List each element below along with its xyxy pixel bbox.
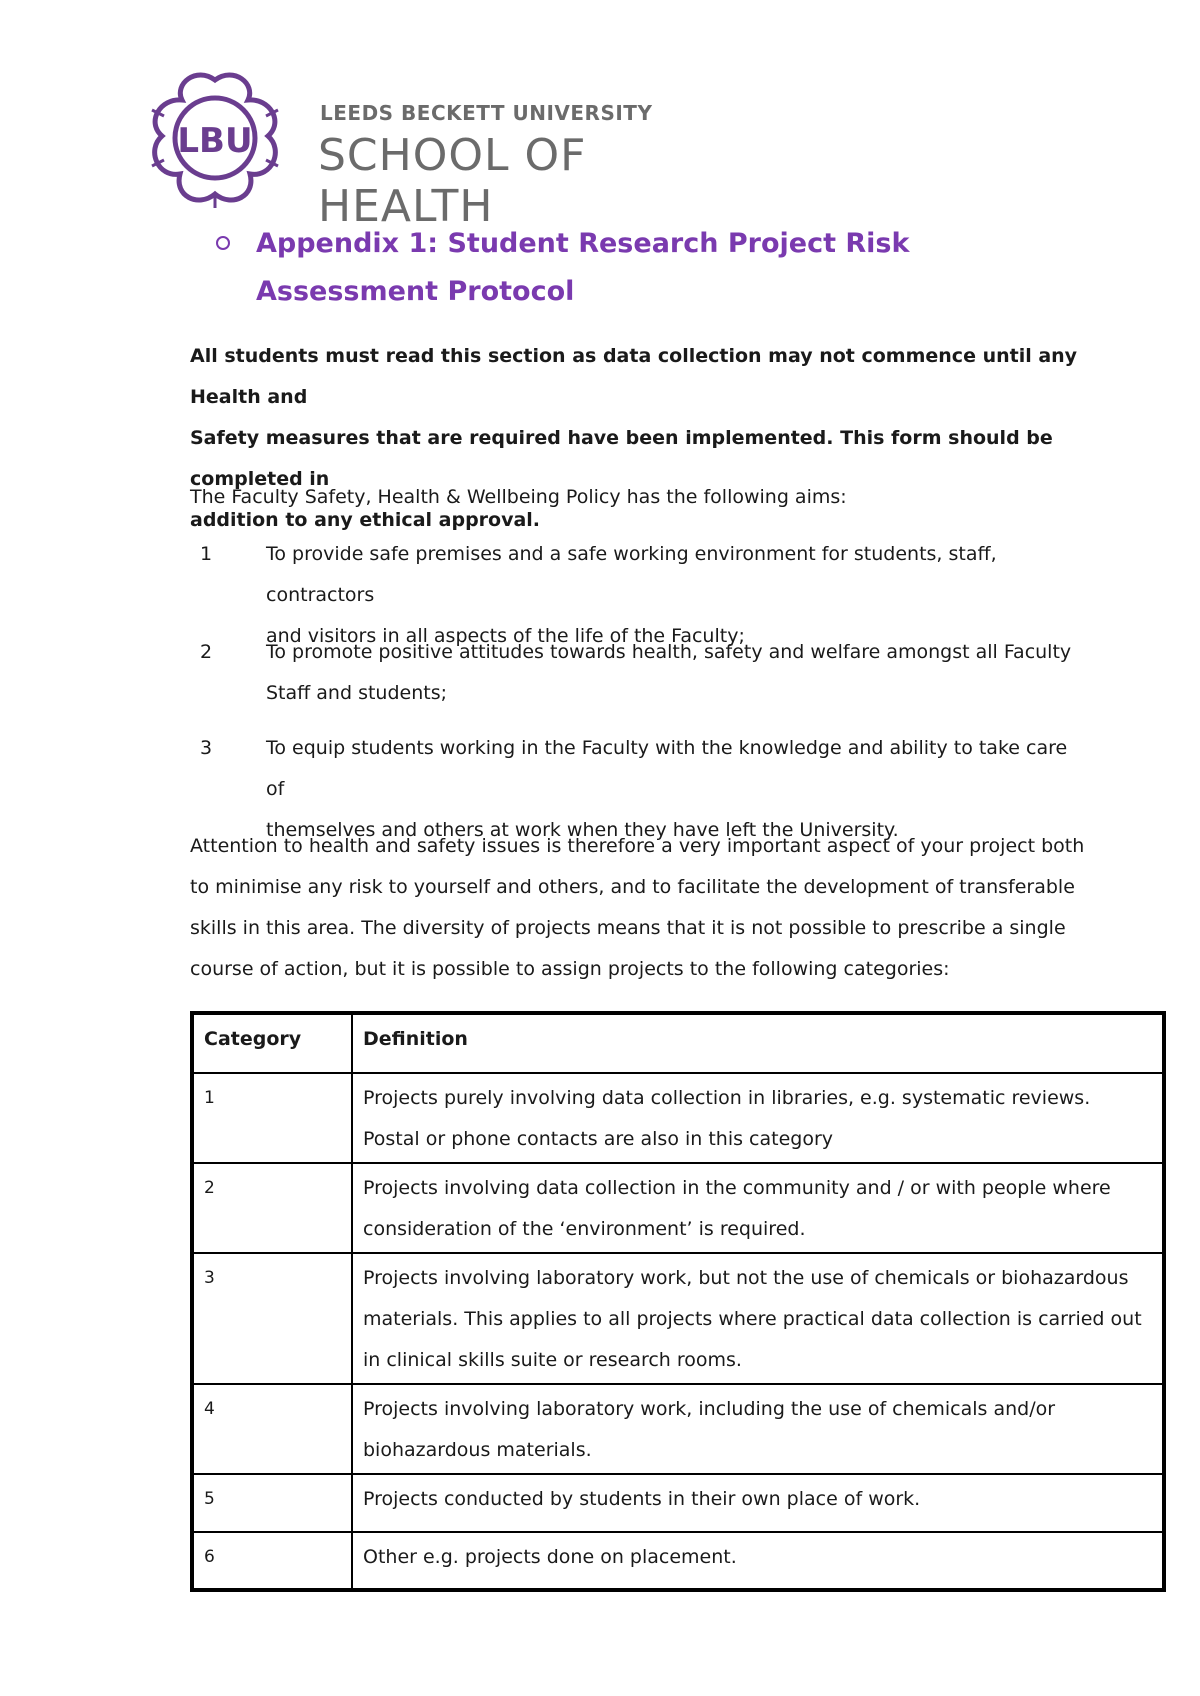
intro-line: All students must read this section as data collection may not commence until any Health and [190,345,1078,408]
page-title [218,220,1018,316]
attention-line: course of action, but it is possible to assign projects to the following categories: [190,958,950,980]
aim-number: 3 [200,737,213,759]
definition-cell: Other e.g. projects done on placement. [352,1532,1164,1590]
category-cell: 1 [192,1073,352,1163]
category-cell: 2 [192,1163,352,1253]
table-row [192,1163,1164,1253]
intro-line: addition to any ethical approval. [190,509,541,531]
category-cell: 6 [192,1532,352,1590]
intro-line: Safety measures that are required have been implemented. This form should be completed in [190,427,1053,490]
aim-text: Staff and students; [266,682,448,704]
university-logo [144,70,744,232]
table-header-row [192,1013,1164,1073]
aim-item-2 [190,632,1090,714]
category-cell: 4 [192,1384,352,1474]
title-line-1: Appendix 1: Student Research Project Risk [256,228,910,259]
logo-monogram: LBU [177,121,253,161]
attention-line: to minimise any risk to yourself and others, and to facilitate the development of transferable [190,876,1075,898]
aim-number: 2 [200,641,213,663]
table-row [192,1253,1164,1384]
definition-cell: Projects involving data collection in the community and / or with people where consideration of the ‘environment’ is required. [352,1163,1164,1253]
definition-cell: Projects involving laboratory work, including the use of chemicals and/or biohazardous materials. [352,1384,1164,1474]
aim-text: To provide safe premises and a safe working environment for students, staff, contractors [266,543,997,606]
table-row [192,1474,1164,1532]
column-header-category: Category [192,1013,352,1073]
policy-intro: The Faculty Safety, Health & Wellbeing Policy has the following aims: [190,486,847,508]
aim-text: and visitors in all aspects of the life of the Faculty; [266,625,745,647]
category-cell: 3 [192,1253,352,1384]
category-cell: 5 [192,1474,352,1532]
aim-text: themselves and others at work when they have left the University. [266,819,899,841]
tudor-rose-emblem [144,70,286,210]
category-table [190,1011,1166,1592]
title-line-2: Assessment Protocol [256,276,575,307]
attention-line: skills in this area. The diversity of projects means that it is not possible to prescribe a single [190,917,1066,939]
hollow-bullet-icon [216,236,230,250]
table-row [192,1532,1164,1590]
school-name: SCHOOL OF HEALTH [318,130,587,232]
attention-paragraph [190,826,1090,990]
aim-number: 1 [200,543,213,565]
aim-text: To equip students working in the Faculty with the knowledge and ability to take care of [266,737,1068,800]
table-row [192,1073,1164,1163]
definition-cell: Projects purely involving data collection in libraries, e.g. systematic reviews. Postal or phone contacts are also in this category [352,1073,1164,1163]
definition-cell: Projects involving laboratory work, but not the use of chemicals or biohazardous materials. This applies to all projects where practical data collection is carried out in clinical skills suite or research rooms. [352,1253,1164,1384]
definition-cell: Projects conducted by students in their own place of work. [352,1474,1164,1532]
attention-line: Attention to health and safety issues is therefore a very important aspect of your project both [190,835,1085,857]
table-row [192,1384,1164,1474]
aim-text: To promote positive attitudes towards health, safety and welfare amongst all Faculty [266,641,1072,663]
column-header-definition: Definition [352,1013,1164,1073]
university-name: LEEDS BECKETT UNIVERSITY [320,101,653,125]
